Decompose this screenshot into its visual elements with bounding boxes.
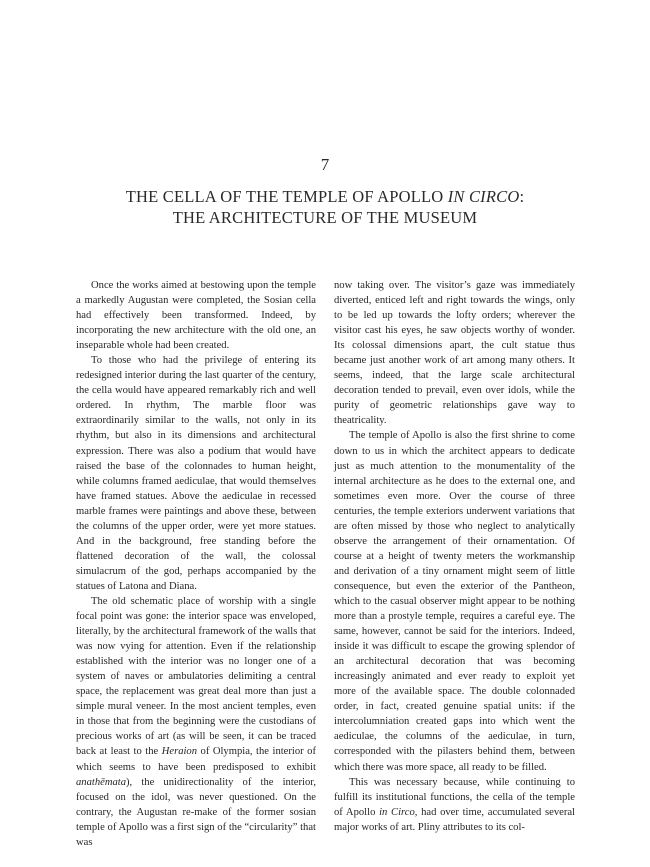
left-text-column	[76, 278, 316, 850]
right-text-column	[334, 278, 575, 835]
chapter-title-line-2: THE ARCHITECTURE OF THE MUSEUM	[172, 208, 478, 227]
paragraph: The old schematic place of worship with a single focal point was gone: the interior space was enveloped, literally, by the architectural framework of the walls that was now vying for attention. Even if the relationship established with the interior was no longer one of a system of naves or ambulatories delimiting a central space, the replacement was great deal more than just a simple mural veneer. In the most ancient temples, even in those that from the beginning were the custodians of precious works of art (as will be seen, it can be traced back at least to the Heraion of Olympia, the interior of which seems to have been predisposed to exhibit anathēmata), the unidirectionality of the interior, focused on the idol, was never questioned. On the contrary, the Augustan re-make of the former sosian temple of Apollo was a first sign of the “circularity” that was	[76, 595, 316, 848]
chapter-number: 7	[320, 155, 330, 174]
paragraph: To those who had the privilege of entering its redesigned interior during the last quarter of the century, the cella would have appeared remarkably rich and well ordered. In rhythm, The marble floor was extraordinarily similar to the walls, not only in its rhythm, but also in its dimensions and architectural expression. There was also a podium that would have raised the base of the colonnades to human height, while columns framed aediculae, that would themselves have framed statues. Above the aediculae in recessed marble frames were paintings and above these, between the columns of the upper order, were yet more statues. And in the background, free standing before the flattened decoration of the wall, the colossal simulacrum of the god, perhaps accompanied by the statues of Latona and Diana.	[76, 355, 316, 592]
chapter-title	[60, 186, 590, 228]
paragraph: Once the works aimed at bestowing upon the temple a markedly Augustan were completed, the Sosian cella had effectively been transformed. Indeed, by incorporating the new architecture with the old one, an inseparable whole had been created.	[76, 280, 316, 352]
paragraph: This was necessary because, while continuing to fulfill its institutional functions, the cella of the temple of Apollo in Circo, had over time, accumulated several major works of art. Pliny attributes to its col-	[334, 776, 575, 833]
paragraph: The temple of Apollo is also the first shrine to come down to us in which the architect appears to dedicate just as much attention to the monumentality of the internal architecture as he does to the external one, and sometimes even more. Over the course of three centuries, the temple exteriors underwent variations that are often missed by those who neglect to analytically observe the arrangement of their ornamentation. Of course at a height of twenty meters the workmanship and derivation of a tiny ornament might seem of little consequence, but even the exterior of the Pantheon, which to the casual observer might appear to be nothing more than a prostyle temple, requires a careful eye. The same, however, cannot be said for the interiors. Indeed, inside it was difficult to escape the growing splendor of an architectural decoration that was becoming increasingly animated and ever ready to exploit yet more of the available space. The double colonnaded order, in fact, created genuine spatial units: if the intercolumniation created gaps into which went the aediculae, the columns of the aediculae, in turn, corresponded with the pilasters behind them, between which there was more space, all ready to be filled.	[334, 430, 575, 773]
paragraph: now taking over. The visitor’s gaze was immediately diverted, enticed left and right towards the wings, only to be led up towards the lofty orders; wherever the visitor cast his eyes, he saw objects worthy of wonder. Its colossal dimensions apart, the cult statue thus became just another work of art among many others. It seems, indeed, that the large scale architectural decoration tended to prevail, even over idols, while the purity of geometric relationships gave way to theatricality.	[334, 280, 575, 427]
chapter-title-line-1: THE CELLA OF THE TEMPLE OF APOLLO IN CIRCO:	[125, 187, 525, 206]
